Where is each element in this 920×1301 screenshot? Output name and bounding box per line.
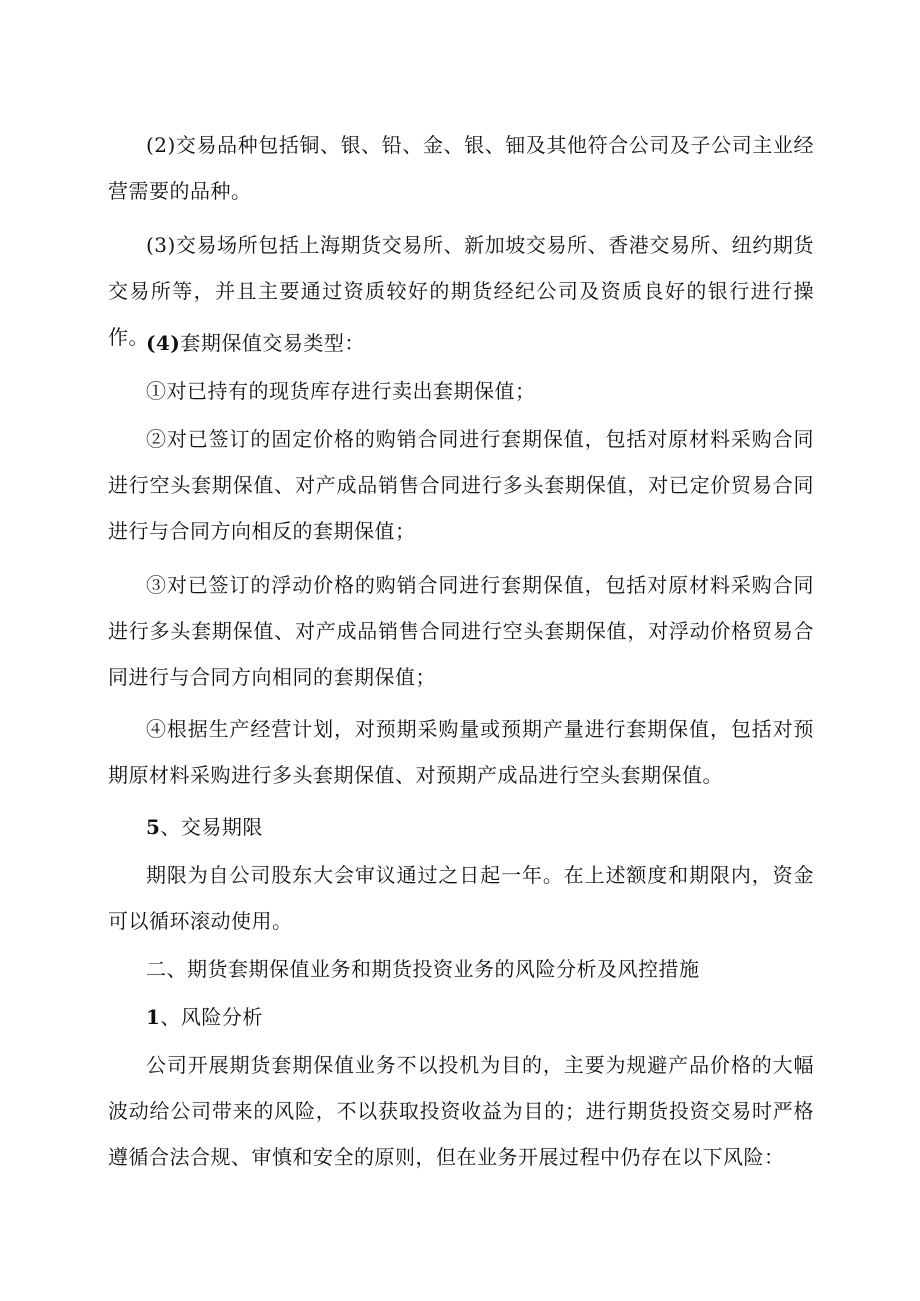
paragraph-text: ①对已持有的现货库存进行卖出套期保值； — [146, 379, 536, 403]
paragraph-hedging-type-2 — [108, 416, 814, 554]
paragraph-risk-analysis-body — [108, 1042, 814, 1180]
section-heading-risk-analysis-measures — [108, 946, 814, 992]
section-title: 、风险分析 — [160, 1005, 263, 1029]
paragraph-text: 公司开展期货套期保值业务不以投机为目的，主要为规避产品价格的大幅波动给公司带来的风险，不以获取投资收益为目的；进行期货投资交易时严格遵循合法合规、审慎和安全的原则，但在业务开展过程中仍存在以下风险： — [108, 1053, 814, 1169]
paragraph-hedging-type-1 — [108, 368, 814, 414]
paragraph-hedging-type-4 — [108, 706, 814, 798]
paragraph-text: (2)交易品种包括铜、银、铅、金、银、钿及其他符合公司及子公司主业经营需要的品种。 — [108, 133, 814, 203]
paragraph-text: (3)交易场所包括上海期货交易所、新加坡交易所、香港交易所、纽约期货交易所等，并且主要通过资质较好的期货经纪公司及资质良好的银行进行操作。 — [108, 233, 814, 349]
paragraph-trading-period — [108, 852, 814, 944]
section-number: 1 — [146, 1005, 161, 1029]
paragraph-text: 套期保值交易类型： — [180, 331, 365, 355]
section-number: 5 — [146, 815, 161, 839]
section-heading-risk-analysis — [108, 994, 814, 1040]
paragraph-hedging-types-heading — [108, 320, 814, 366]
section-title: 、交易期限 — [160, 815, 263, 839]
section-title: 二、期货套期保值业务和期货投资业务的风险分析及风控措施 — [146, 957, 700, 981]
paragraph-text: ④根据生产经营计划，对预期采购量或预期产量进行套期保值，包括对预期原材料采购进行多头套期保值、对预期产成品进行空头套期保值。 — [108, 717, 814, 787]
paragraph-hedging-type-3 — [108, 562, 814, 700]
paragraph-number: (4) — [146, 331, 181, 355]
paragraph-trading-varieties — [108, 122, 814, 214]
section-heading-trading-period — [108, 804, 814, 850]
paragraph-text: ②对已签订的固定价格的购销合同进行套期保值，包括对原材料采购合同进行空头套期保值、对产成品销售合同进行多头套期保值，对已定价贸易合同进行与合同方向相反的套期保值； — [108, 427, 814, 543]
paragraph-text: 期限为自公司股东大会审议通过之日起一年。在上述额度和期限内，资金可以循环滚动使用。 — [108, 863, 814, 933]
paragraph-text: ③对已签订的浮动价格的购销合同进行套期保值，包括对原材料采购合同进行多头套期保值、对产成品销售合同进行空头套期保值，对浮动价格贸易合同进行与合同方向相同的套期保值； — [108, 573, 814, 689]
